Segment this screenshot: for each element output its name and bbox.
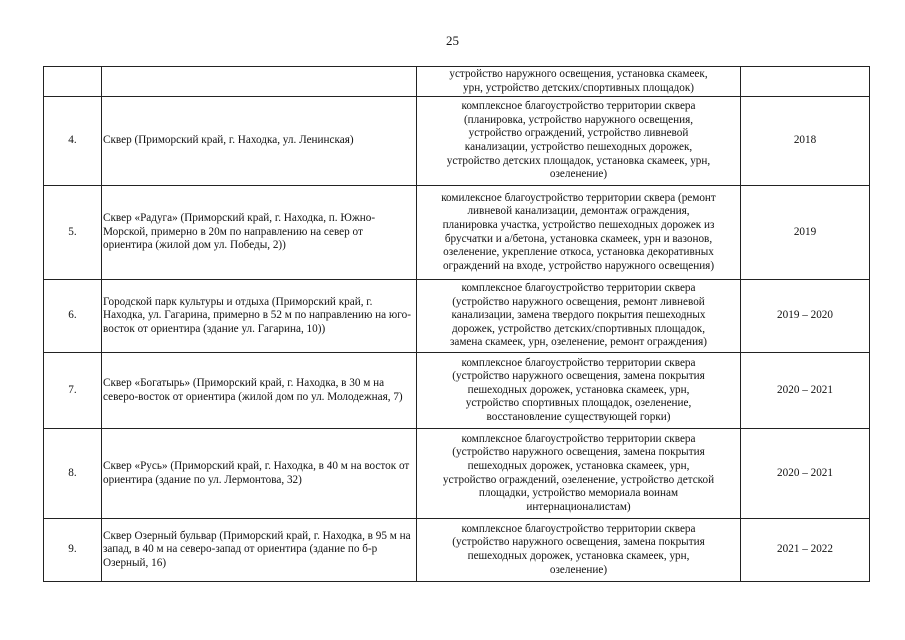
object-name: Сквер «Богатырь» (Приморский край, г. Находка, в 30 м на северо-восток от ориентира (жилой дом по ул. Молодежная, 7)	[102, 353, 417, 429]
works-line: канализации, замена твердого покрытия пешеходных	[451, 309, 706, 322]
works-line: комплексное благоустройство территории сквера	[461, 282, 696, 295]
row-number: 7.	[44, 353, 102, 429]
works-line: площадки, устройство мемориала воинам	[478, 487, 679, 500]
works-line: устройство ограждений, озеленение, устройство детской	[442, 473, 715, 486]
row-number	[44, 67, 102, 97]
table-row	[44, 519, 870, 582]
works-line: восстановление существующей горки)	[486, 410, 671, 423]
works-line: (устройство наружного освещения, замена покрытия	[452, 536, 705, 549]
page-number: 25	[446, 33, 459, 48]
table-row	[44, 186, 870, 280]
works-line: озеленение, укрепление откоса, установка декоративных	[443, 246, 714, 259]
works-line: устройство ограждений, устройство ливневой	[468, 127, 689, 140]
table-row	[44, 67, 870, 97]
works-description	[417, 97, 741, 186]
works-line: комплексное благоустройство территории сквера	[461, 356, 696, 369]
table-row	[44, 429, 870, 519]
object-name	[102, 67, 417, 97]
works-description	[417, 519, 741, 582]
implementation-period: 2020 – 2021	[741, 353, 870, 429]
works-line: (устройство наружного освещения, ремонт ливневой	[452, 295, 705, 308]
works-line: замена скамеек, урн, озеленение, ремонт ограждения)	[449, 336, 708, 349]
object-name: Сквер Озерный бульвар (Приморский край, г. Находка, в 95 м на запад, в 40 м на северо-запад от ориентира (здание по б-р Озерный, 16)	[102, 519, 417, 582]
table-row	[44, 97, 870, 186]
row-number: 5.	[44, 186, 102, 280]
table-body	[44, 67, 870, 582]
works-line: дорожек, устройство детских/спортивных площадок,	[451, 322, 706, 335]
works-line: комплексное благоустройство территории сквера	[461, 432, 696, 445]
works-line: комплексное благоустройство территории сквера	[461, 522, 696, 535]
works-line: пешеходных дорожек, установка скамеек, урн,	[467, 459, 690, 472]
works-description	[417, 429, 741, 519]
works-line: комилексное благоустройство территории сквера (ремонт	[441, 191, 716, 204]
works-line: интернационалистам)	[526, 500, 631, 513]
object-name: Сквер «Радуга» (Приморский край, г. Находка, п. Южно-Морской, примерно в 20м по направлению на север от ориентира (жилой дом ул. Победы, 2))	[102, 186, 417, 280]
works-line: брусчатки и а/бетона, установка скамеек, урн и вазонов,	[444, 232, 713, 245]
works-line: (устройство наружного освещения, замена покрытия	[452, 370, 705, 383]
implementation-period: 2019	[741, 186, 870, 280]
row-number: 4.	[44, 97, 102, 186]
works-line: комплексное благоустройство территории сквера	[461, 100, 696, 113]
works-description	[417, 353, 741, 429]
works-line: канализации, устройство пешеходных дорожек,	[464, 141, 693, 153]
implementation-period: 2021 – 2022	[741, 519, 870, 582]
works-description	[417, 186, 741, 280]
works-line: озеленение)	[549, 168, 608, 181]
object-name: Городской парк культуры и отдыха (Приморский край, г. Находка, ул. Гагарина, примерно в 52 м по направлению на юго-восток от ориентира (здание ул. Гагарина, 10))	[102, 280, 417, 353]
row-number: 8.	[44, 429, 102, 519]
object-name: Сквер (Приморский край, г. Находка, ул. Ленинская)	[102, 97, 417, 186]
implementation-period	[741, 67, 870, 97]
works-description	[417, 280, 741, 353]
works-line: устройство детских площадок, установка скамеек, урн,	[446, 154, 711, 167]
objects-table	[43, 66, 870, 582]
works-line: урн, устройство детских/спортивных площадок)	[463, 81, 694, 94]
works-line: устройство наружного освещения, установка скамеек,	[449, 67, 708, 80]
implementation-period: 2020 – 2021	[741, 429, 870, 519]
table-row	[44, 280, 870, 353]
works-line: пешеходных дорожек, установка скамеек, урн,	[467, 383, 690, 396]
works-line: ограждений на входе, устройство наружного освещения)	[442, 259, 715, 272]
works-line: озеленение)	[549, 563, 608, 576]
table-row	[44, 353, 870, 429]
works-line: ливневой канализации, демонтаж ограждения,	[467, 205, 690, 218]
works-line: пешеходных дорожек, установка скамеек, урн,	[467, 550, 690, 562]
works-line: планировка участка, устройство пешеходных дорожек из	[442, 218, 715, 231]
works-line: устройство спортивных площадок, озеленение,	[465, 397, 692, 410]
works-line: (планировка, устройство наружного освещения,	[463, 113, 694, 126]
row-number: 9.	[44, 519, 102, 582]
works-line: (устройство наружного освещения, замена покрытия	[452, 446, 705, 459]
works-description	[417, 67, 741, 97]
row-number: 6.	[44, 280, 102, 353]
implementation-period: 2019 – 2020	[741, 280, 870, 353]
object-name: Сквер «Русь» (Приморский край, г. Находка, в 40 м на восток от ориентира (здание по ул. Лермонтова, 32)	[102, 429, 417, 519]
implementation-period: 2018	[741, 97, 870, 186]
